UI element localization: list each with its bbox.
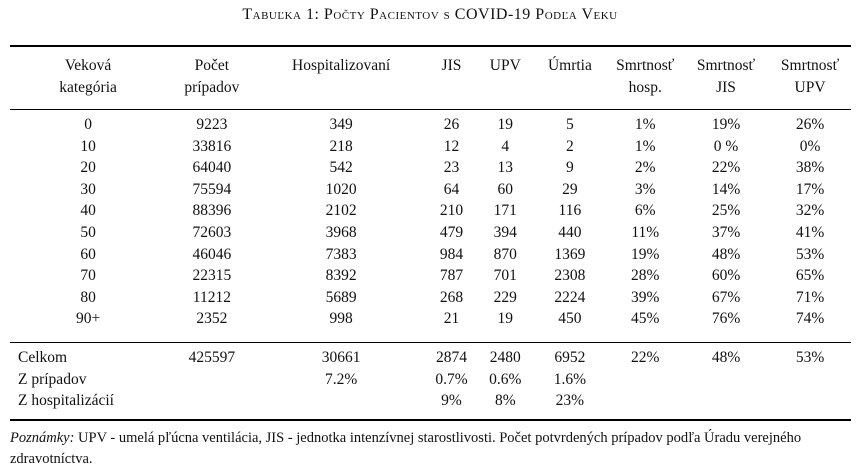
table-cell: 998: [329, 310, 353, 328]
table-cell: 394: [493, 223, 517, 241]
summary-cell: 0.6%: [489, 370, 522, 388]
table-cell: 64040: [192, 159, 232, 177]
summary-cell: 48%: [711, 349, 741, 366]
summary-label: Z hospitalizácií: [18, 392, 114, 410]
table-cell: 64: [443, 180, 460, 198]
summary-cell: 9%: [441, 392, 462, 410]
summary-cell: [166, 390, 258, 412]
summary-cell: [258, 390, 425, 412]
table-cell: 440: [558, 223, 582, 241]
table-cell: 53%: [795, 245, 825, 263]
table-cell: 74%: [795, 310, 825, 328]
table-row: [10, 287, 851, 309]
table-notes: [10, 428, 855, 470]
column-header: Smrtnosť: [616, 57, 675, 74]
table-cell: 2: [566, 137, 574, 155]
summary-cell: [769, 390, 851, 412]
table-cell: 116: [558, 202, 582, 220]
table-summary: [10, 347, 851, 412]
table-cell: 1369: [554, 245, 586, 263]
table-caption: Tabuľka 1: Počty Pacientov s COVID-19 Podľa Veku: [242, 6, 618, 23]
table-cell: 60%: [711, 267, 741, 285]
table-row: [10, 179, 851, 201]
table-cell: 30: [80, 180, 96, 198]
table-cell: 29: [562, 180, 578, 198]
table-cell: 3968: [325, 223, 357, 241]
table-cell: 67%: [711, 288, 741, 306]
table-cell: 41%: [795, 223, 825, 241]
header-rule: [10, 109, 851, 110]
column-header-line2: UPV: [794, 79, 826, 96]
table-cell: 8392: [325, 267, 357, 285]
table-cell: 22315: [192, 267, 232, 285]
table-cell: 90+: [75, 310, 101, 328]
table-cell: 45%: [631, 310, 660, 328]
table-cell: 75594: [192, 180, 232, 198]
table-cell: 22%: [711, 159, 741, 177]
column-header: Smrtnosť: [696, 57, 756, 74]
table-cell: 5: [566, 116, 574, 133]
table-row: [10, 200, 851, 222]
summary-cell: [769, 369, 851, 391]
table-cell: 48%: [711, 245, 741, 263]
table-row: [10, 308, 851, 330]
column-header-line2: JIS: [716, 79, 736, 96]
notes-text: UPV - umelá pľúcna ventilácia, JIS - jednotka intenzívnej starostlivosti. Počet potvrdených prípadov podľa Úradu verejného zdravotníctva.: [10, 430, 802, 467]
summary-cell: 23%: [555, 392, 585, 410]
column-header: Hospitalizovaní: [292, 57, 391, 74]
table-cell: 0 %: [713, 137, 739, 155]
table-cell: 787: [439, 267, 464, 285]
column-header-line2: hosp.: [628, 79, 662, 96]
table-cell: 19: [497, 116, 514, 133]
column-header-line2: [258, 77, 425, 99]
table-cell: 72603: [192, 223, 232, 241]
table-cell: 268: [439, 288, 464, 306]
table-cell: 25%: [711, 202, 741, 220]
table-cell: 11212: [192, 288, 231, 306]
table-cell: 9223: [196, 116, 228, 133]
table-cell: 542: [329, 159, 353, 177]
summary-cell: [166, 369, 258, 391]
table-cell: 14%: [711, 180, 741, 198]
table-cell: 12: [443, 137, 460, 155]
table-cell: 1%: [634, 116, 656, 133]
table-header: [10, 55, 851, 99]
table-cell: 0%: [799, 137, 821, 155]
summary-cell: 22%: [631, 349, 660, 366]
table-cell: 5689: [325, 288, 357, 306]
summary-row: [10, 369, 851, 391]
table-cell: 9: [566, 159, 574, 177]
table-cell: 6%: [634, 202, 656, 220]
table-cell: 13: [497, 159, 514, 177]
bottom-rule: [10, 419, 851, 421]
summary-cell: 7.2%: [324, 370, 358, 388]
column-header-line2: [532, 77, 607, 99]
table-cell: 701: [493, 267, 517, 285]
summary-label: Z prípadov: [18, 370, 87, 388]
table-cell: 32%: [795, 202, 825, 220]
table-cell: 60: [80, 245, 96, 263]
table-cell: 2%: [634, 159, 656, 177]
table-cell: 28%: [631, 267, 660, 285]
table-cell: 1020: [325, 180, 357, 198]
table-cell: 10: [80, 137, 96, 155]
notes-label: Poznámky:: [10, 430, 75, 446]
table-cell: 3%: [634, 180, 656, 198]
column-header-line2: [478, 77, 532, 99]
table-cell: 171: [493, 202, 517, 220]
table-cell: 23: [443, 159, 460, 177]
table-body: [10, 114, 851, 330]
top-rule: [10, 45, 851, 47]
table-cell: 2102: [325, 202, 357, 220]
table-cell: 210: [439, 202, 464, 220]
table-cell: 2352: [196, 310, 228, 328]
table-cell: 450: [558, 310, 582, 328]
summary-cell: [608, 390, 683, 412]
column-header-line2: kategória: [59, 79, 117, 96]
summary-rule: [10, 342, 851, 343]
table-row: [10, 222, 851, 244]
table-cell: 4: [501, 137, 510, 155]
table-cell: 26: [443, 116, 460, 133]
header-row-2: [10, 77, 851, 99]
summary-cell: [683, 369, 769, 391]
table-cell: 60: [497, 180, 514, 198]
table-row: [10, 114, 851, 136]
table-cell: 479: [439, 223, 464, 241]
summary-cell: 0.7%: [435, 370, 468, 388]
table-cell: 19%: [631, 245, 660, 263]
table-cell: 17%: [795, 180, 825, 198]
summary-cell: 53%: [795, 349, 825, 366]
summary-label: Celkom: [18, 349, 68, 366]
table-cell: 46046: [192, 245, 232, 263]
header-row-1: [10, 55, 851, 77]
table-cell: 38%: [795, 159, 825, 177]
column-header: Veková: [64, 57, 112, 74]
table-cell: 19: [497, 310, 514, 328]
column-header: JIS: [441, 57, 462, 74]
table-cell: 870: [493, 245, 517, 263]
column-header: Smrtnosť: [780, 57, 840, 74]
table-cell: 349: [329, 116, 353, 133]
summary-cell: 425597: [188, 349, 236, 366]
table-cell: 218: [329, 137, 353, 155]
table-cell: 50: [80, 223, 96, 241]
summary-cell: 2874: [435, 349, 467, 366]
table-cell: 2308: [554, 267, 586, 285]
table-row: [10, 136, 851, 158]
table-cell: 39%: [631, 288, 660, 306]
column-header: Úmrtia: [547, 57, 592, 74]
summary-cell: [683, 390, 769, 412]
table-cell: 1%: [634, 137, 656, 155]
table-cell: 80: [80, 288, 96, 306]
column-header-line2: [425, 77, 479, 99]
table-cell: 76%: [711, 310, 741, 328]
summary-row: [10, 390, 851, 412]
table-cell: 26%: [795, 116, 825, 133]
table-cell: 7383: [325, 245, 357, 263]
table-cell: 71%: [795, 288, 825, 306]
table-cell: 11%: [631, 223, 660, 241]
table-cell: 21: [443, 310, 460, 328]
column-header-line2: prípadov: [184, 79, 240, 96]
summary-cell: [608, 369, 683, 391]
table-cell: 229: [493, 288, 517, 306]
table-row: [10, 157, 851, 179]
summary-cell: 6952: [554, 349, 586, 366]
table-cell: 88396: [192, 202, 232, 220]
summary-cell: 30661: [321, 349, 361, 366]
summary-cell: 1.6%: [553, 370, 587, 388]
table-cell: 984: [439, 245, 464, 263]
table-cell: 0: [84, 116, 92, 133]
table-cell: 2224: [554, 288, 586, 306]
table-row: [10, 244, 851, 266]
table-row: [10, 265, 851, 287]
table-cell: 40: [80, 202, 96, 220]
table-cell: 20: [80, 159, 96, 177]
table-cell: 65%: [795, 267, 825, 285]
summary-cell: 8%: [494, 392, 516, 410]
column-header: UPV: [489, 57, 521, 74]
column-header: Počet: [194, 57, 230, 74]
summary-cell: 2480: [489, 349, 521, 366]
table-cell: 33816: [192, 137, 232, 155]
table-cell: 37%: [711, 223, 741, 241]
table-cell: 70: [80, 267, 96, 285]
table-cell: 19%: [711, 116, 741, 133]
summary-row: [10, 347, 851, 369]
